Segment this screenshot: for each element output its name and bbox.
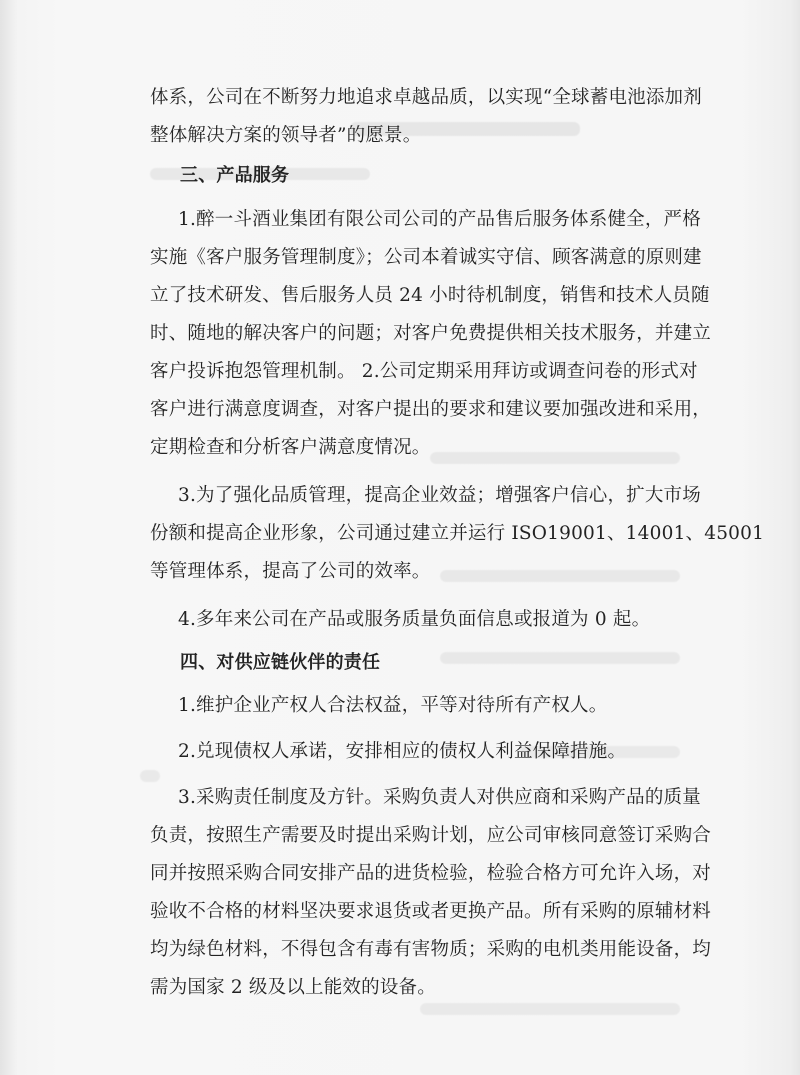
text-line: 立了技术研发、售后服务人员 24 小时待机制度，销售和技术人员随 bbox=[150, 285, 710, 306]
text-line: 客户进行满意度调查，对客户提出的要求和建议要加强改进和采用， bbox=[150, 399, 712, 420]
bleed-through-shadow bbox=[140, 770, 160, 782]
text-line: 定期检查和分析客户满意度情况。 bbox=[150, 437, 431, 458]
text-line: 4.多年来公司在产品或服务质量负面信息或报道为 0 起。 bbox=[178, 609, 651, 630]
text-line: 2.兑现债权人承诺，安排相应的债权人利益保障措施。 bbox=[178, 741, 627, 762]
bleed-through-shadow bbox=[430, 452, 680, 464]
text-line: 实施《客户服务管理制度》；公司本着诚实守信、顾客满意的原则建 bbox=[150, 247, 702, 268]
text-line: 客户投诉抱怨管理机制。 2.公司定期采用拜访或调查问卷的形式对 bbox=[150, 361, 698, 382]
section-heading-product-service: 三、产品服务 bbox=[180, 165, 290, 186]
text-line: 1.醉一斗酒业集团有限公司公司的产品售后服务体系健全，严格 bbox=[178, 209, 701, 230]
bleed-through-shadow bbox=[420, 1003, 680, 1015]
text-line: 等管理体系，提高了公司的效率。 bbox=[150, 561, 431, 582]
text-line: 份额和提高企业形象，公司通过建立并运行 ISO19001、14001、45001 bbox=[150, 523, 765, 544]
text-line: 3.采购责任制度及方针。采购负责人对供应商和采购产品的质量 bbox=[178, 787, 701, 808]
text-line: 负责，按照生产需要及时提出采购计划，应公司审核同意签订采购合 bbox=[150, 825, 712, 846]
text-line: 时、随地的解决客户的问题；对客户免费提供相关技术服务，并建立 bbox=[150, 323, 712, 344]
text-line: 验收不合格的材料坚决要求退货或者更换产品。所有采购的原辅材料 bbox=[150, 901, 712, 922]
bleed-through-shadow bbox=[440, 570, 680, 582]
section-heading-supply-chain: 四、对供应链伙伴的责任 bbox=[180, 652, 381, 673]
text-line: 体系，公司在不断努力地追求卓越品质，以实现“全球蓄电池添加剂 bbox=[150, 87, 702, 108]
text-line: 整体解决方案的领导者”的愿景。 bbox=[150, 125, 422, 146]
bleed-through-shadow bbox=[440, 652, 680, 664]
text-line: 同并按照采购合同安排产品的进货检验，检验合格方可允许入场，对 bbox=[150, 863, 712, 884]
text-line: 需为国家 2 级及以上能效的设备。 bbox=[150, 977, 436, 998]
text-line: 3.为了强化品质管理，提高企业效益；增强客户信心，扩大市场 bbox=[178, 485, 701, 506]
text-line: 1.维护企业产权人合法权益，平等对待所有产权人。 bbox=[178, 695, 608, 716]
text-line: 均为绿色材料，不得包含有毒有害物质；采购的电机类用能设备，均 bbox=[150, 939, 712, 960]
